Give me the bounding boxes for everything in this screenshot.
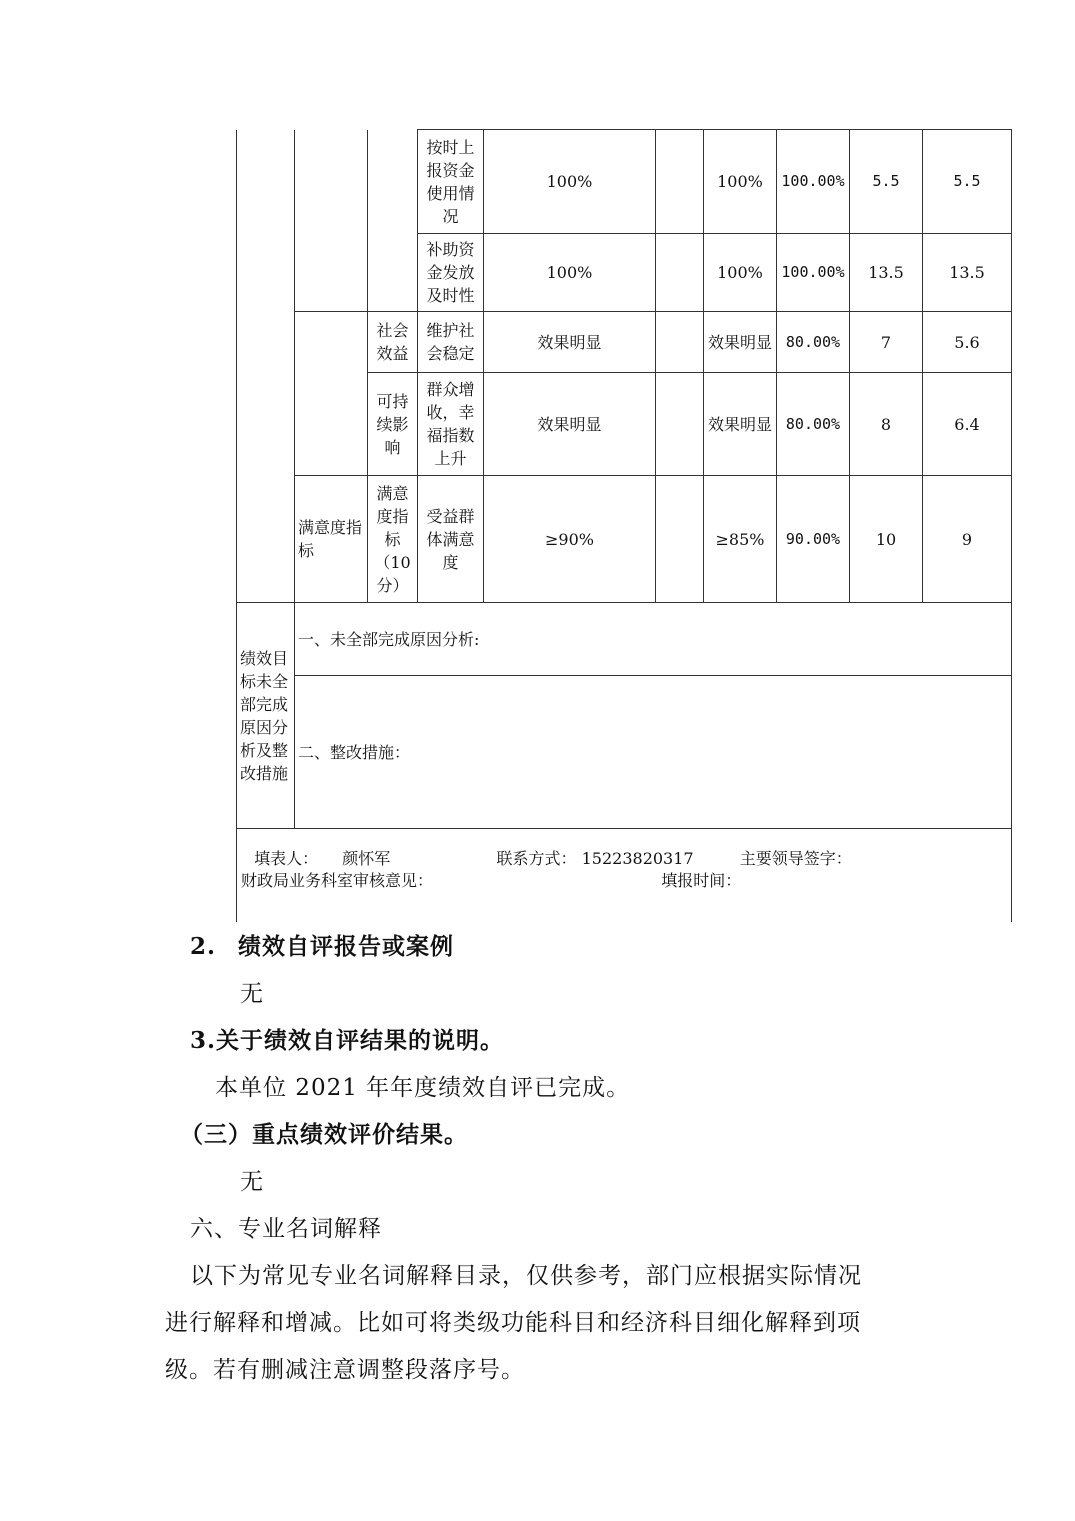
paragraph-line: 进行解释和增减。比如可将类级功能科目和经济科目细化解释到项 [165,1310,861,1336]
blank-cell [656,312,704,373]
blank-cell [656,130,704,234]
rate-cell: 100.00% [777,130,850,234]
actual-cell: ≥85% [704,476,777,603]
analysis-item-cell: 一、未全部完成原因分析: [295,603,1012,676]
table-row [237,829,1012,923]
indicator-cell: 按时上报资金使用情况 [418,130,484,234]
paragraph-line: 以下为常见专业名词解释目录，仅供参考，部门应根据实际情况 [190,1263,862,1289]
indicator-cell: 群众增收，幸福指数上升 [418,373,484,476]
weight-cell: 13.5 [850,234,923,312]
contact-value: 15223820317 [581,849,694,868]
performance-table [236,129,1012,922]
actual-cell: 100% [704,130,777,234]
target-cell: 100% [484,130,656,234]
score-cell: 9 [923,476,1012,603]
section-heading-3: 3.关于绩效自评结果的说明。 [190,1027,505,1054]
table-category-blank-cell [295,312,368,476]
leader-sign-label: 主要领导签字： [739,849,852,868]
table-footer-cell [237,829,1012,923]
category-cell: 满意度指标 [295,476,368,603]
section-2-number: 2. [190,933,217,960]
table-category-blank-cell [295,130,368,312]
indicator-cell: 受益群体满意度 [418,476,484,603]
table-row [237,130,1012,234]
contact-label: 联系方式： [496,849,577,868]
indicator-cell: 维护社会稳定 [418,312,484,373]
blank-cell [656,476,704,603]
rectification-item-cell: 二、整改措施： [295,676,1012,829]
subcategory-cell: 社会效益 [368,312,418,373]
actual-cell: 效果明显 [704,312,777,373]
rate-cell: 80.00% [777,312,850,373]
filler-label: 填表人： [254,849,319,868]
weight-cell: 8 [850,373,923,476]
analysis-label-cell: 绩效目标未全部完成原因分析及整改措施 [237,603,295,829]
rate-cell: 80.00% [777,373,850,476]
table-row [237,312,1012,373]
section-4-body: 无 [240,1169,264,1195]
table-subcategory-blank-cell [368,130,418,312]
table-row [237,476,1012,603]
section-heading-2 [190,928,454,961]
score-cell: 13.5 [923,234,1012,312]
table-row [237,603,1012,676]
subcategory-cell: 满意度指标（10分） [368,476,418,603]
target-cell: 效果明显 [484,312,656,373]
paragraph-line: 级。若有删减注意调整段落序号。 [165,1357,525,1383]
review-label: 财政局业务科室审核意见： [241,871,434,890]
fill-time-label: 填报时间： [661,871,742,890]
score-cell: 5.5 [923,130,1012,234]
rate-cell: 100.00% [777,234,850,312]
indicator-cell: 补助资金发放及时性 [418,234,484,312]
subcategory-cell: 可持续影响 [368,373,418,476]
section-2-title: 绩效自评报告或案例 [238,933,455,960]
rate-cell: 90.00% [777,476,850,603]
score-cell: 6.4 [923,373,1012,476]
score-cell: 5.6 [923,312,1012,373]
blank-cell [656,234,704,312]
filler-name: 颜怀军 [342,849,391,868]
target-cell: 100% [484,234,656,312]
target-cell: ≥90% [484,476,656,603]
table-outer-blank-cell [237,130,295,603]
weight-cell: 5.5 [850,130,923,234]
weight-cell: 10 [850,476,923,603]
section-heading-4: （三）重点绩效评价结果。 [180,1121,468,1148]
section-heading-6: 六、专业名词解释 [190,1216,382,1242]
actual-cell: 100% [704,234,777,312]
actual-cell: 效果明显 [704,373,777,476]
section-2-body: 无 [240,981,264,1007]
section-3-body: 本单位 2021 年年度绩效自评已完成。 [215,1075,631,1101]
blank-cell [656,373,704,476]
table-row [237,676,1012,829]
weight-cell: 7 [850,312,923,373]
target-cell: 效果明显 [484,373,656,476]
